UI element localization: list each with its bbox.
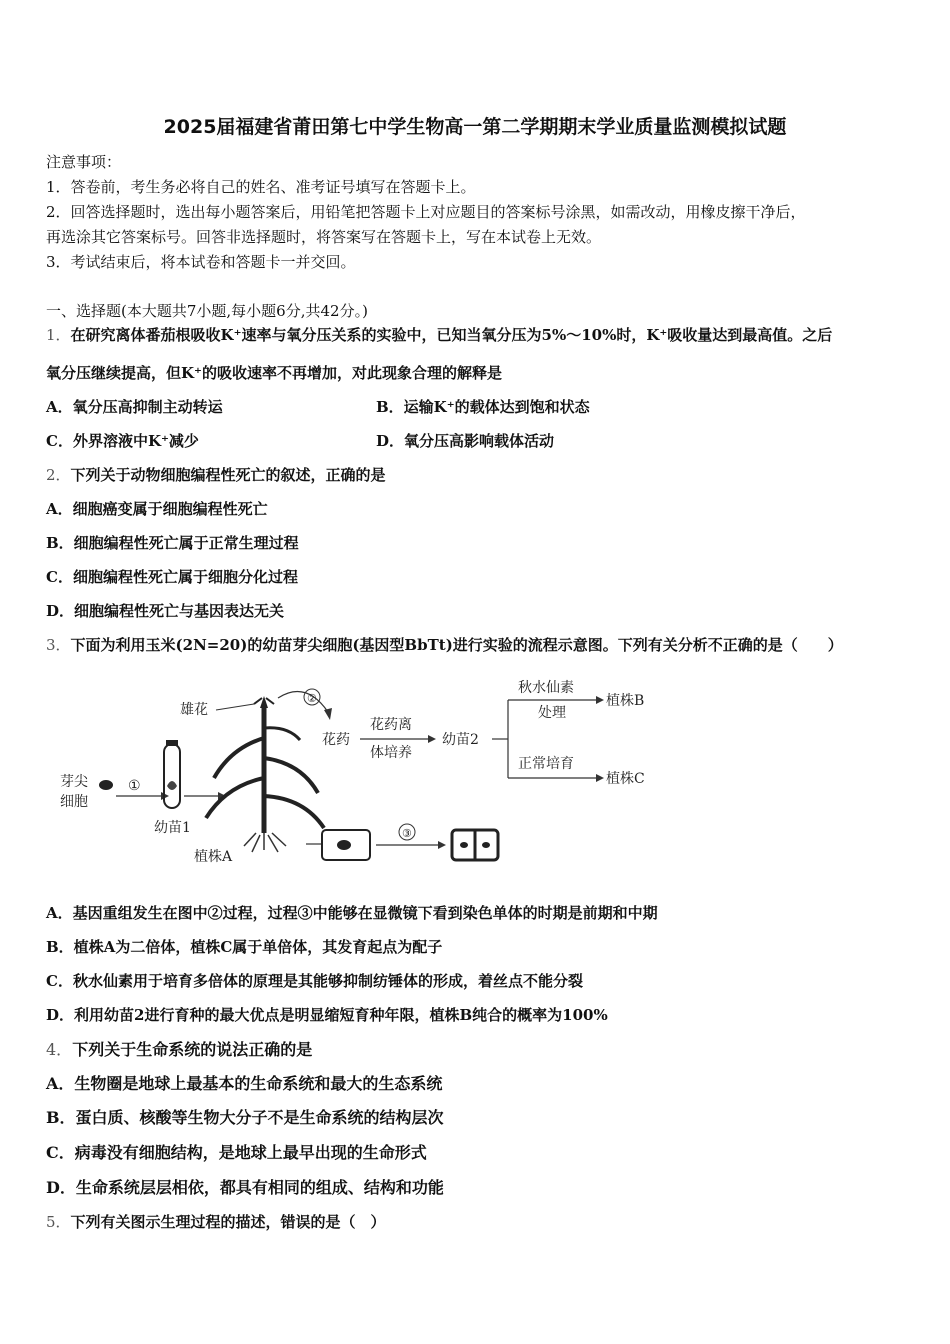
q3-option-c: C．秋水仙素用于培育多倍体的原理是其能够抑制纺锤体的形成，着丝点不能分裂 [46,972,583,990]
q3-option-d: D．利用幼苗2进行育种的最大优点是明显缩短育种年限，植株B纯合的概率为100% [46,1006,608,1024]
question-4 [46,1040,312,1060]
page-title: 2025届福建省莆田第七中学生物高一第二学期期末学业质量监测模拟试题 [163,116,787,138]
seedling2-label: 幼苗2 [442,732,479,748]
q4-option-a: A．生物圈是地球上最基本的生命系统和最大的生态系统 [46,1074,443,1093]
question-3 [46,635,843,655]
arrowhead [438,841,446,849]
question-5 [46,1212,386,1232]
daughter-nucleus [482,842,490,848]
question-1-stem-cont: 氧分压继续提高，但K⁺的吸收速率不再增加，对此现象合理的解释是 [46,364,502,382]
question-number: 4． [46,1040,73,1059]
q3-option-b: B．植株A为二倍体，植株C属于单倍体，其发育起点为配子 [46,938,443,956]
seedling1-label: 幼苗1 [154,820,191,836]
breeding-flow-diagram [56,668,666,878]
anther-label: 花药 [322,732,350,748]
question-1 [46,325,832,345]
notice-item-2: 2．回答选择题时，选出每小题答案后，用铅笔把答题卡上对应题目的答案标号涂黑，如需改动，用橡皮擦干净后， [46,203,806,221]
q3-option-a: A．基因重组发生在图中②过程，过程③中能够在显微镜下看到染色单体的时期是前期和中期 [46,904,658,922]
question-stem: 下列有关图示生理过程的描述，错误的是（ ） [70,1213,386,1231]
plant-b-label: 植株B [606,693,645,709]
bud-label-1: 芽尖 [60,774,88,790]
notice-heading: 注意事项： [46,153,122,171]
step1-label: ① [128,778,141,794]
culture-label-2: 体培养 [370,745,412,761]
question-stem: 下列关于生命系统的说法正确的是 [72,1040,313,1059]
bud-cell-cluster [99,780,113,790]
plant-a-label: 植株A [194,849,233,865]
culture-label-1: 花药离 [370,717,412,733]
question-stem: 下面为利用玉米(2N=20)的幼苗芽尖细胞(基因型BbTt)进行实验的流程示意图。下列有关分析不正确的是（ ） [70,636,843,654]
q4-option-b: B．蛋白质、核酸等生物大分子不是生命系统的结构层次 [46,1108,444,1127]
step3-label: ③ [402,827,412,840]
q2-option-b: B．细胞编程性死亡属于正常生理过程 [46,534,299,552]
question-number: 2． [46,466,71,484]
plant-c-label: 植株C [606,771,645,787]
test-tube [164,744,180,808]
question-stem: 下列关于动物细胞编程性死亡的叙述，正确的是 [70,466,386,484]
corn-plant-a [206,696,324,852]
q1-option-c: C．外界溶液中K⁺减少 [46,432,199,450]
q1-option-d: D．氧分压高影响载体活动 [376,432,555,450]
arrowhead [428,735,436,743]
notice-item-1: 1．答卷前，考生务必将自己的姓名、准考证号填写在答题卡上。 [46,178,476,196]
colchicine-label-1: 秋水仙素 [518,680,574,696]
step2-label: ② [307,692,317,705]
q4-option-d: D．生命系统层层相依，都具有相同的组成、结构和功能 [46,1178,444,1197]
section-heading: 一、选择题(本大题共7小题,每小题6分,共42分。) [46,302,368,320]
arrowhead [324,708,332,720]
cell-nucleus [337,840,351,850]
q1-option-b: B．运输K⁺的载体达到饱和状态 [376,398,590,416]
arrow-step2 [278,692,328,712]
normal-label: 正常培育 [518,756,574,772]
test-tube-cap [166,740,178,746]
question-2 [46,465,386,485]
question-number: 1． [46,326,71,344]
q1-option-a: A．氧分压高抑制主动转运 [46,398,223,416]
q4-option-c: C．病毒没有细胞结构，是地球上最早出现的生命形式 [46,1143,427,1162]
notice-item-3: 3．考试结束后，将本试卷和答题卡一并交回。 [46,253,356,271]
male-flower-label: 雄花 [180,702,208,718]
q2-option-a: A．细胞癌变属于细胞编程性死亡 [46,500,268,518]
arrowhead [596,696,604,704]
seedling-in-tube [167,781,177,790]
q2-option-d: D．细胞编程性死亡与基因表达无关 [46,602,285,620]
q2-option-c: C．细胞编程性死亡属于细胞分化过程 [46,568,298,586]
question-number: 5． [46,1213,71,1231]
question-stem: 在研究离体番茄根吸收K⁺速率与氧分压关系的实验中，已知当氧分压为5%～10%时，K⁺吸收量达到最高值。之后 [70,326,833,344]
pointer-line [216,704,254,710]
colchicine-label-2: 处理 [538,705,566,721]
question-number: 3． [46,636,71,654]
bud-label-2: 细胞 [60,794,88,810]
notice-item-2-cont: 再选涂其它答案标号。回答非选择题时，将答案写在答题卡上，写在本试卷上无效。 [46,228,602,246]
daughter-nucleus [460,842,468,848]
arrowhead [596,774,604,782]
